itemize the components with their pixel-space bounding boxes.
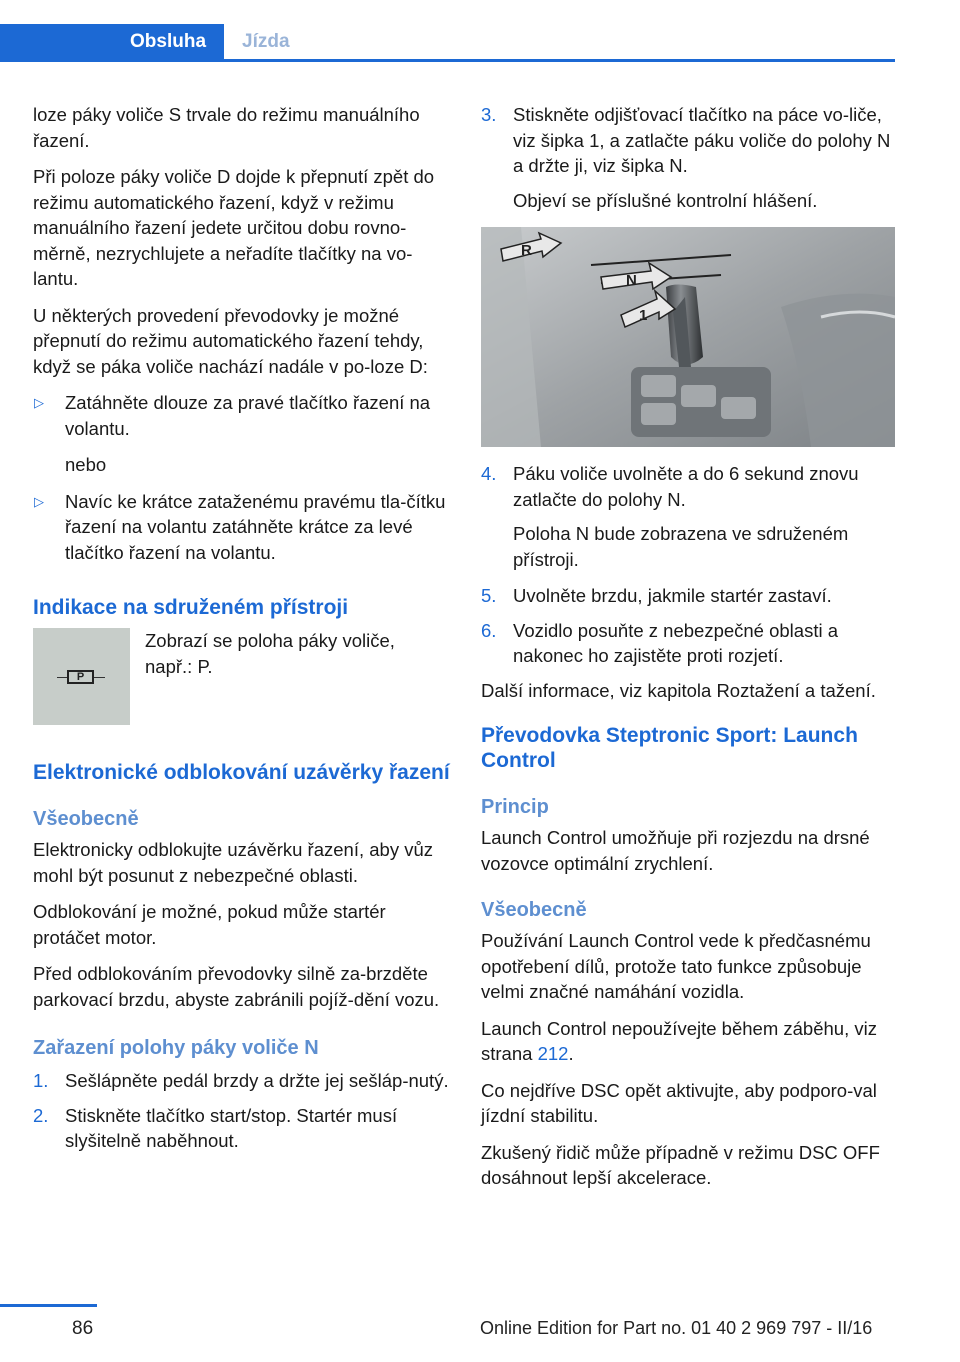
step-text: Sešlápněte pedál brzdy a držte jej sešláp‐nutý.: [65, 1070, 449, 1091]
figure-label-n: N: [626, 272, 637, 289]
tab-jizda[interactable]: Jízda: [242, 31, 290, 52]
left-column: [33, 102, 451, 1163]
bullet-text: Zatáhněte dlouze za pravé tlačítko řazení na volantu.: [65, 392, 431, 439]
figure-label-r: R: [521, 242, 532, 259]
paragraph: Při poloze páky voliče D dojde k přepnutí zpět do režimu automatického řazení, když v režimu manuálního řazení jedete určitou dobu rovno‐měrně, nezrychlujete a neřadíte tlačítky na vo‐lantu.: [33, 166, 435, 289]
paragraph: Používání Launch Control vede k předčasnému opotřebení dílů, protože tato funkce způsobuje velmi značné namáhání vozidla.: [481, 930, 871, 1002]
step-number: 5.: [481, 585, 497, 606]
paragraph: Zkušený řidič může případně v režimu DSC OFF dosáhnout lepší akcelerace.: [481, 1141, 880, 1188]
step-number: 1.: [33, 1070, 49, 1091]
text: .: [568, 1043, 574, 1064]
paragraph: [481, 1016, 899, 1067]
step-text: Uvolněte brzdu, jakmile startér zastaví.: [513, 585, 832, 606]
step-item: [481, 102, 899, 179]
indicator-text: Zobrazí se poloha páky voliče, např.: P.: [145, 630, 395, 677]
step-number: 6.: [481, 619, 497, 641]
figure-label-1: 1: [639, 307, 648, 324]
step-subtext: Objeví se příslušné kontrolní hlášení.: [513, 189, 818, 211]
paragraph: Launch Control umožňuje při rozjezdu na drsné vozovce optimální zrychlení.: [481, 827, 870, 874]
step-text: Páku voliče uvolněte a do 6 sekund znovu zatlačte do polohy N.: [513, 463, 859, 510]
paragraph: U některých provedení převodovky je možné přepnutí do režimu automatického řazení tehdy, když se páka voliče nachází nadále v po‐loze D:: [33, 304, 428, 377]
triangle-bullet-icon: ▷: [34, 395, 44, 410]
step-text: Stiskněte tlačítko start/stop. Startér musí slyšitelně naběhnout.: [65, 1104, 398, 1151]
step-number: 4.: [481, 463, 497, 484]
paragraph: loze páky voliče S trvale do režimu manuálního řazení.: [33, 104, 420, 151]
heading-odblokovani: Elektronické odblokování uzávěrky řazení: [33, 761, 450, 784]
heading-princip: Princip: [481, 796, 549, 818]
right-column: [481, 102, 899, 1202]
heading-vseobecne: Všeobecně: [33, 808, 139, 830]
bullet-item: [33, 489, 451, 566]
gear-selector-illustration: [481, 227, 895, 447]
step-item: [481, 461, 899, 512]
indicator-block: [33, 628, 451, 726]
heading-launch-control: Převodovka Steptronic Sport: Launch Control: [481, 724, 858, 772]
page-link[interactable]: 212: [537, 1043, 569, 1064]
step-item: [33, 1068, 451, 1094]
paragraph: Odblokování je možné, pokud může startér protáčet motor.: [33, 901, 386, 948]
cluster-indicator-image: [33, 628, 130, 725]
heading-zarazeni: Zařazení polohy páky voliče N: [33, 1037, 319, 1059]
paragraph: Elektronicky odblokujte uzávěrku řazení, aby vůz mohl být posunut z nebezpečné oblasti.: [33, 839, 434, 886]
section-tabbar: [0, 24, 895, 62]
step-item: [481, 618, 899, 669]
footer-rule: [0, 1304, 97, 1307]
step-number: 3.: [481, 104, 497, 125]
paragraph: Co nejdříve DSC opět aktivujte, aby podporo‐val jízdní stabilitu.: [481, 1079, 877, 1126]
heading-indikace: Indikace na sdruženém přístroji: [33, 596, 349, 619]
step-text: Stiskněte odjišťovací tlačítko na páce vo‐liče, viz šipka 1, a zatlačte páku voliče do polohy N a držte ji, viz šipka N.: [513, 104, 891, 176]
step-subtext: Poloha N bude zobrazena ve sdruženém přístroji.: [513, 523, 849, 570]
paragraph: Před odblokováním převodovky silně za‐brzděte parkovací brzdu, abyste zabránili pojíž‐dění vozu.: [33, 963, 440, 1010]
edition-footer: Online Edition for Part no. 01 40 2 969 797 - II/16: [480, 1318, 873, 1338]
gear-selector-photo: [481, 227, 895, 447]
step-text: Vozidlo posuňte z nebezpečné oblasti a nakonec ho zajistěte proti rozjetí.: [513, 619, 839, 666]
step-item: [481, 583, 899, 609]
triangle-bullet-icon: ▷: [34, 493, 44, 509]
step-number: 2.: [33, 1104, 49, 1126]
paragraph: Další informace, viz kapitola Roztažení a tažení.: [481, 679, 876, 701]
bullet-subtext: nebo: [65, 454, 107, 475]
page-number: 86: [72, 1318, 94, 1339]
bullet-text: Navíc ke krátce zataženému pravému tla‐čítku řazení na volantu zatáhněte krátce za levé tlačítko řazení na volantu.: [65, 490, 446, 563]
heading-vseobecne: Všeobecně: [481, 899, 587, 921]
text: Launch Control nepoužívejte během záběhu, viz strana: [481, 1017, 877, 1064]
gear-p-icon: P: [67, 670, 94, 684]
step-item: [33, 1103, 451, 1154]
bullet-item: [33, 390, 451, 441]
tab-obsluha[interactable]: Obsluha: [0, 24, 224, 59]
